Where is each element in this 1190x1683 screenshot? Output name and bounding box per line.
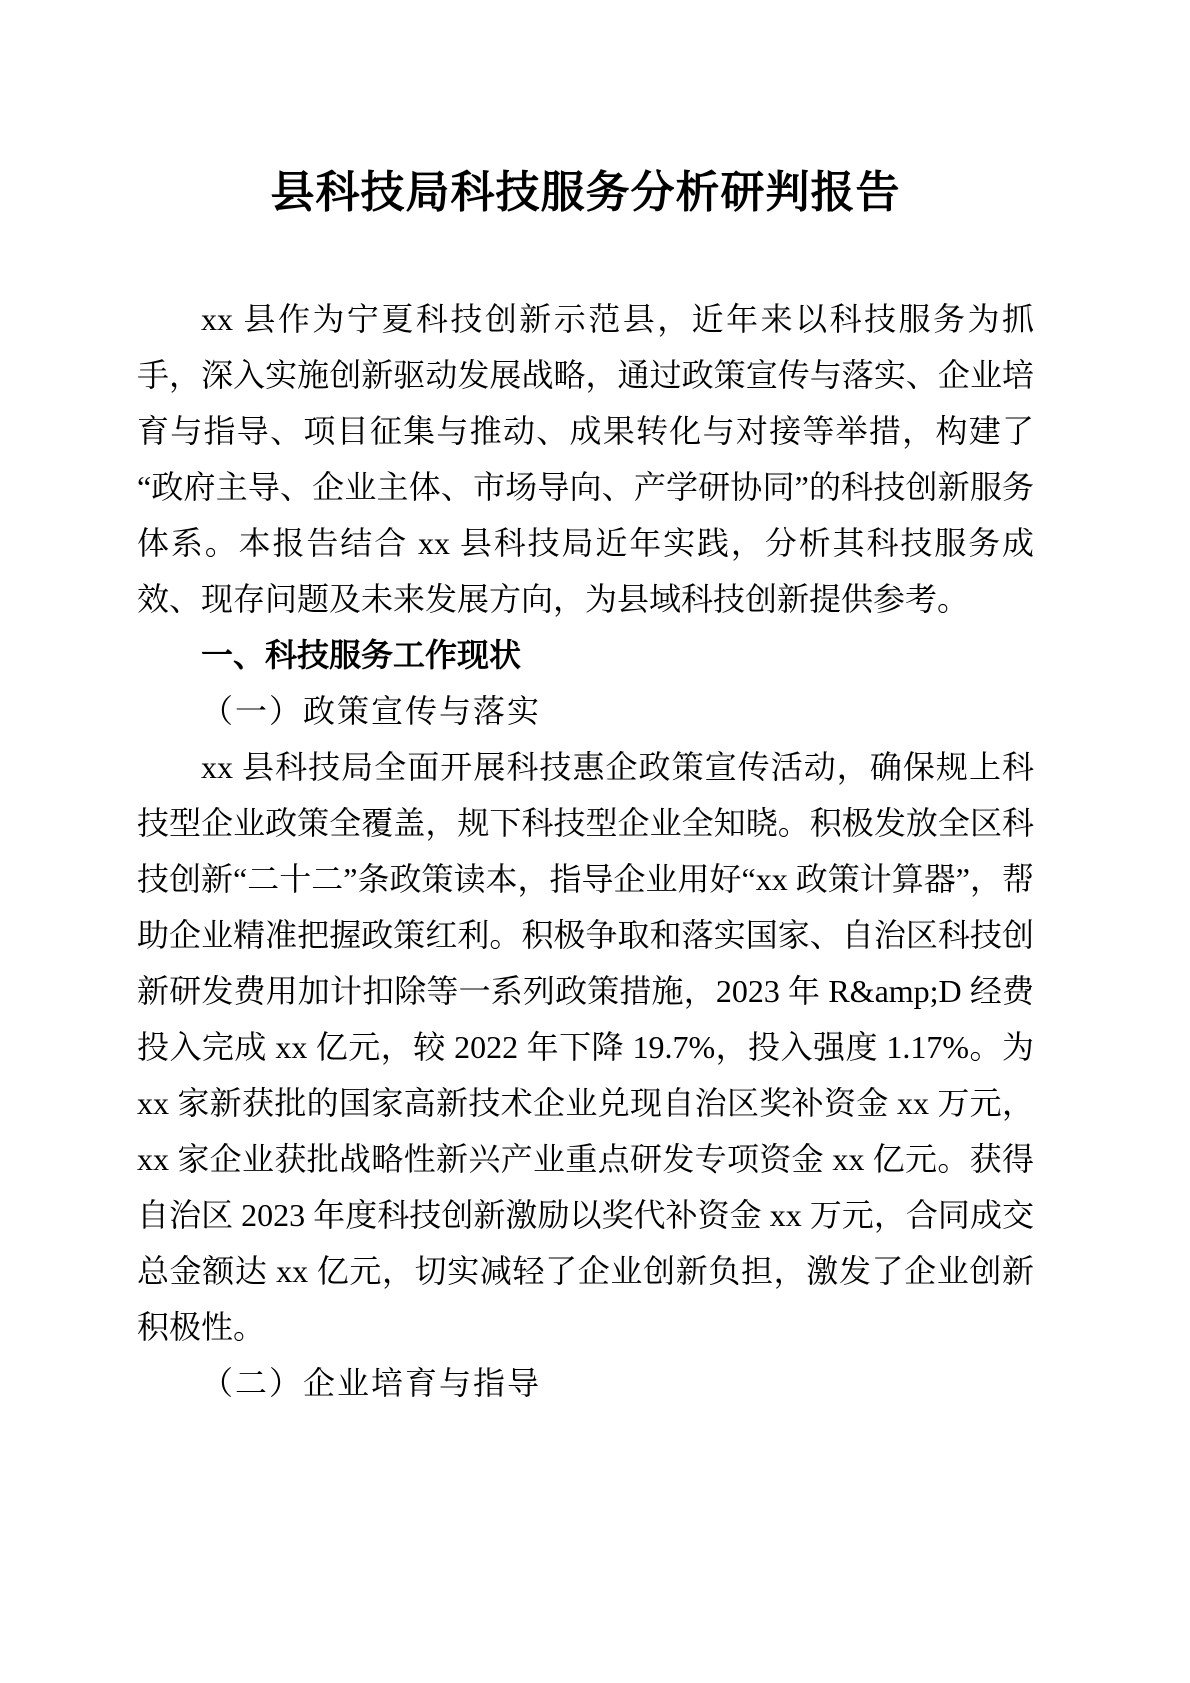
document-title: 县科技局科技服务分析研判报告	[270, 168, 901, 217]
intro-paragraph: xx 县作为宁夏科技创新示范县，近年来以科技服务为抓手，深入实施创新驱动发展战略，通过政策宣传与落实、企业培育与指导、项目征集与推动、成果转化与对接等举措，构建了“政府主导、企业主体、市场导向、产学研协同”的科技创新服务体系。本报告结合 xx 县科技局近年实践，分析其科技服务成效、现存问题及未来发展方向，为县域科技创新提供参考。	[137, 301, 1034, 617]
section-heading-current-status: 一、科技服务工作现状	[201, 637, 522, 673]
policy-promotion-paragraph: xx 县科技局全面开展科技惠企政策宣传活动，确保规上科技型企业政策全覆盖，规下科技型企业全知晓。积极发放全区科技创新“二十二”条政策读本，指导企业用好“xx 政策计算器”，帮助企业精准把握政策红利。积极争取和落实国家、自治区科技创新研发费用加计扣除等一系列政策措施，2023 年 R&amp;D 经费投入完成 xx 亿元，较 2022 年下降 19.7%，投入强度 1.17%。为 xx 家新获批的国家高新技术企业兑现自治区奖补资金 xx 万元，xx 家企业获批战略性新兴产业重点研发专项资金 xx 亿元。获得自治区 2023 年度科技创新激励以奖代补资金 xx 万元，合同成交总金额达 xx 亿元，切实减轻了企业创新负担，激发了企业创新积极性。	[137, 749, 1034, 1345]
subsection-heading-policy-promotion: （一）政策宣传与落实	[201, 693, 542, 729]
subsection-heading-enterprise-cultivation: （二）企业培育与指导	[201, 1365, 542, 1401]
